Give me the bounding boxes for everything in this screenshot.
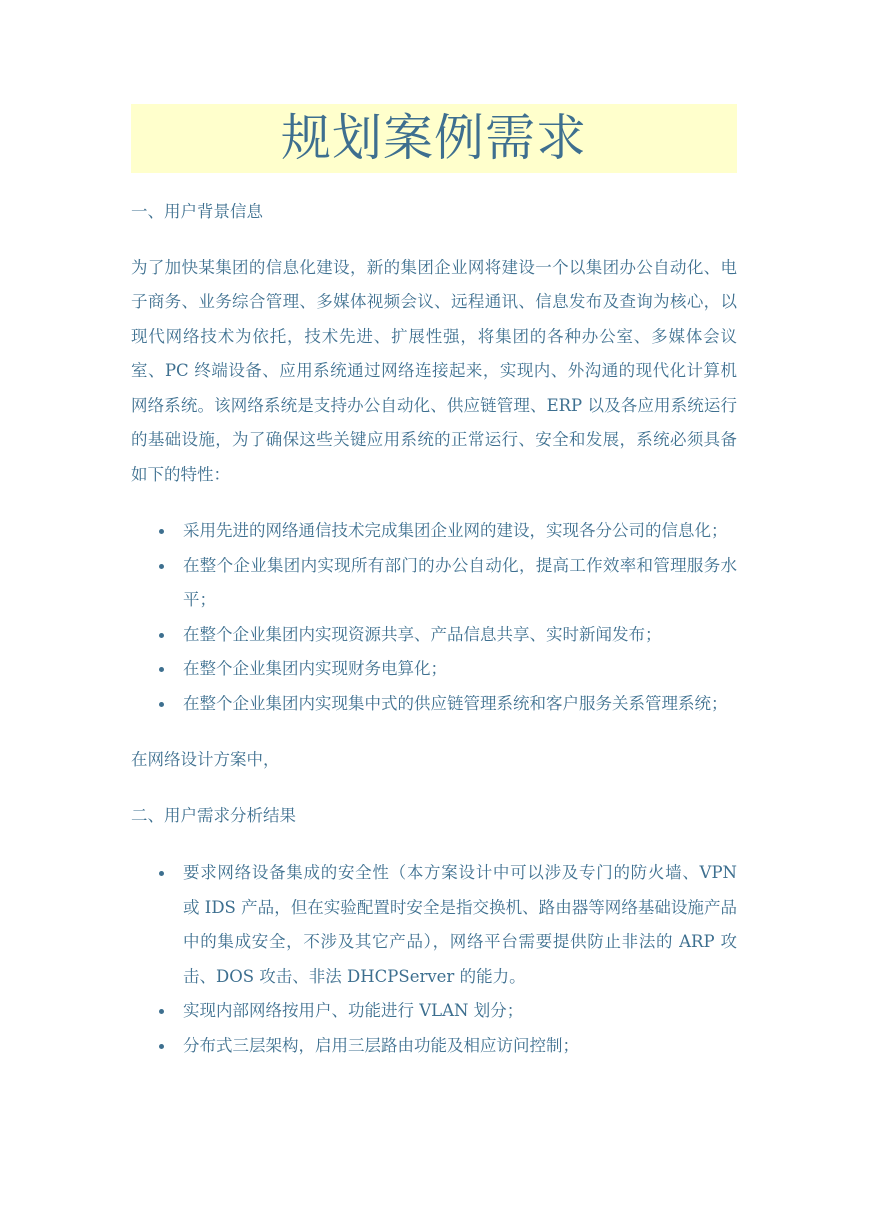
bullet-icon	[159, 702, 164, 707]
list-item	[131, 856, 737, 994]
list-item	[131, 514, 737, 549]
list-item	[131, 1029, 737, 1064]
document-page	[131, 104, 737, 1063]
list-item	[131, 652, 737, 687]
section-heading-requirements: 二、用户需求分析结果	[131, 805, 296, 825]
bullet-icon	[159, 633, 164, 638]
section-heading-background: 一、用户背景信息	[131, 202, 263, 221]
bullet-icon	[159, 1009, 164, 1014]
title-banner	[131, 104, 737, 173]
list-item-text: 采用先进的网络通信技术完成集团企业网的建设，实现各分公司的信息化；	[183, 521, 728, 540]
list-item	[131, 549, 737, 618]
list-item	[131, 687, 737, 722]
feature-list	[131, 514, 737, 721]
bullet-icon	[159, 871, 164, 876]
list-item-text: 分布式三层架构，启用三层路由功能及相应访问控制；	[183, 1035, 579, 1055]
list-item-text: 要求网络设备集成的安全性（本方案设计中可以涉及专门的防火墙、VPN 或 IDS 产品，但在实验配置时安全是指交换机、路由器等网络基础设施产品中的集成安全，不涉及其它产品），网络平台需要提供防止非法的 ARP 攻击、DOS 攻击、非法 DHCPServer 的能力。	[183, 863, 737, 986]
bullet-icon	[159, 1044, 164, 1049]
bullet-icon	[159, 667, 164, 672]
list-item-text: 在整个企业集团内实现财务电算化；	[183, 659, 447, 678]
list-item-text: 在整个企业集团内实现集中式的供应链管理系统和客户服务关系管理系统；	[183, 693, 728, 713]
closing-paragraph: 在网络设计方案中，	[131, 750, 280, 769]
page-title: 规划案例需求	[281, 109, 587, 167]
list-item-text: 在整个企业集团内实现资源共享、产品信息共享、实时新闻发布；	[183, 624, 662, 644]
list-item-text: 实现内部网络按用户、功能进行 VLAN 划分；	[183, 1001, 524, 1020]
list-item-text: 在整个企业集团内实现所有部门的办公自动化，提高工作效率和管理服务水平；	[183, 555, 737, 609]
bullet-icon	[159, 529, 164, 534]
list-item	[131, 618, 737, 653]
intro-paragraph: 为了加快某集团的信息化建设，新的集团企业网将建设一个以集团办公自动化、电子商务、业务综合管理、多媒体视频会议、远程通讯、信息发布及查询为核心，以现代网络技术为依托，技术先进、扩展性强，将集团的各种办公室、多媒体会议室、PC 终端设备、应用系统通过网络连接起来，实现内、外沟通的现代化计算机网络系统。该网络系统是支持办公自动化、供应链管理、ERP 以及各应用系统运行的基础设施，为了确保这些关键应用系统的正常运行、安全和发展，系统必须具备如下的特性：	[131, 257, 737, 484]
bullet-icon	[159, 564, 164, 569]
list-item	[131, 994, 737, 1029]
requirements-list	[131, 856, 737, 1063]
